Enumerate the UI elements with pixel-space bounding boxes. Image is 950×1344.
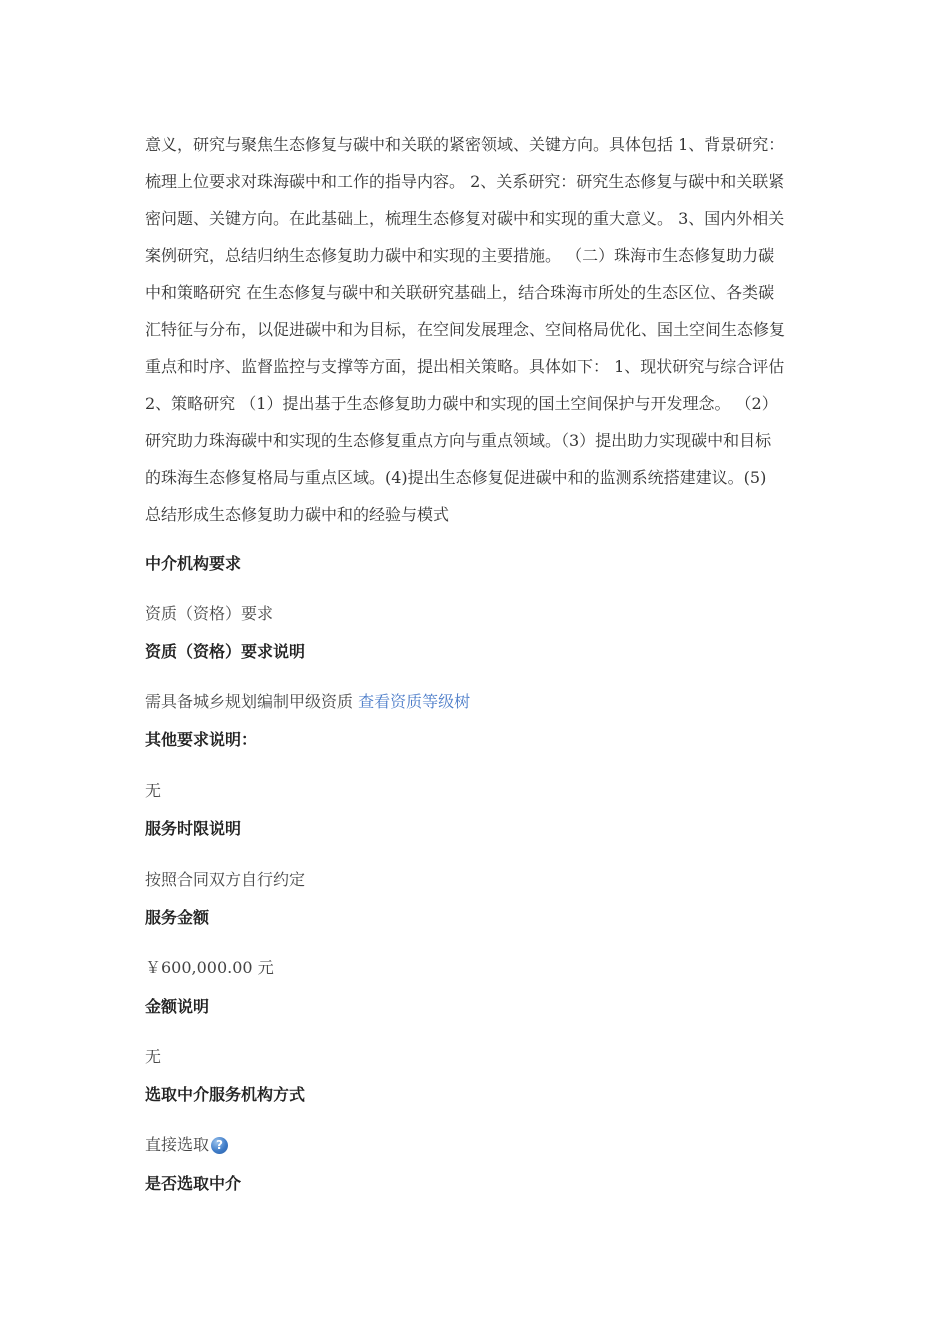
description-line: 2、策略研究 （1）提出基于生态修复助力碳中和实现的国土空间保护与开发理念。 （2） (145, 394, 778, 413)
qualification-desc-heading: 资质（资格）要求说明 (145, 642, 306, 661)
amount-desc-heading: 金额说明 (145, 997, 210, 1016)
qualification-desc-value: 需具备城乡规划编制甲级资质 (145, 692, 354, 711)
description-line: 的珠海生态修复格局与重点区域。(4)提出生态修复促进碳中和的监测系统搭建建议。(5) (145, 468, 767, 487)
service-period-value: 按照合同双方自行约定 (145, 870, 306, 889)
description-line: 总结形成生态修复助力碳中和的经验与模式 (145, 505, 450, 524)
service-amount-heading: 服务金额 (145, 908, 210, 927)
agency-requirements-heading: 中介机构要求 (145, 554, 242, 573)
question-circle-icon[interactable]: ? (211, 1137, 228, 1154)
description-line: 密问题、关键方向。在此基础上，梳理生态修复对碳中和实现的重大意义。 3、国内外相关 (145, 209, 785, 228)
selection-method-row (145, 1133, 228, 1157)
qualification-desc-row (145, 690, 470, 714)
description-line: 汇特征与分布，以促进碳中和为目标，在空间发展理念、空间格局优化、国土空间生态修复 (145, 320, 786, 339)
description-line: 意义，研究与聚焦生态修复与碳中和关联的紧密领域、关键方向。具体包括 1、背景研究： (145, 135, 785, 154)
service-period-heading: 服务时限说明 (145, 819, 242, 838)
select-agency-heading: 是否选取中介 (145, 1174, 242, 1193)
description-line: 中和策略研究 在生态修复与碳中和关联研究基础上，结合珠海市所处的生态区位、各类碳 (145, 283, 775, 302)
selection-method-heading: 选取中介服务机构方式 (145, 1085, 306, 1104)
other-requirements-value: 无 (145, 781, 162, 800)
description-line: 案例研究，总结归纳生态修复助力碳中和实现的主要措施。 （二）珠海市生态修复助力碳 (145, 246, 775, 265)
description-line: 梳理上位要求对珠海碳中和工作的指导内容。 2、关系研究：研究生态修复与碳中和关联紧 (145, 172, 785, 191)
description-line: 研究助力珠海碳中和实现的生态修复重点方向与重点领域。（3）提出助力实现碳中和目标 (145, 431, 772, 450)
other-requirements-heading: 其他要求说明： (145, 730, 258, 749)
project-description (145, 126, 809, 533)
selection-method-value: 直接选取 (145, 1135, 210, 1154)
description-line: 重点和时序、监督监控与支撑等方面，提出相关策略。具体如下： 1、现状研究与综合评估 (145, 357, 785, 376)
amount-desc-value: 无 (145, 1047, 162, 1066)
qualification-tree-link[interactable]: 查看资质等级树 (358, 692, 471, 711)
service-amount-value: ￥600,000.00 元 (145, 958, 274, 977)
qualification-label: 资质（资格）要求 (145, 604, 274, 623)
